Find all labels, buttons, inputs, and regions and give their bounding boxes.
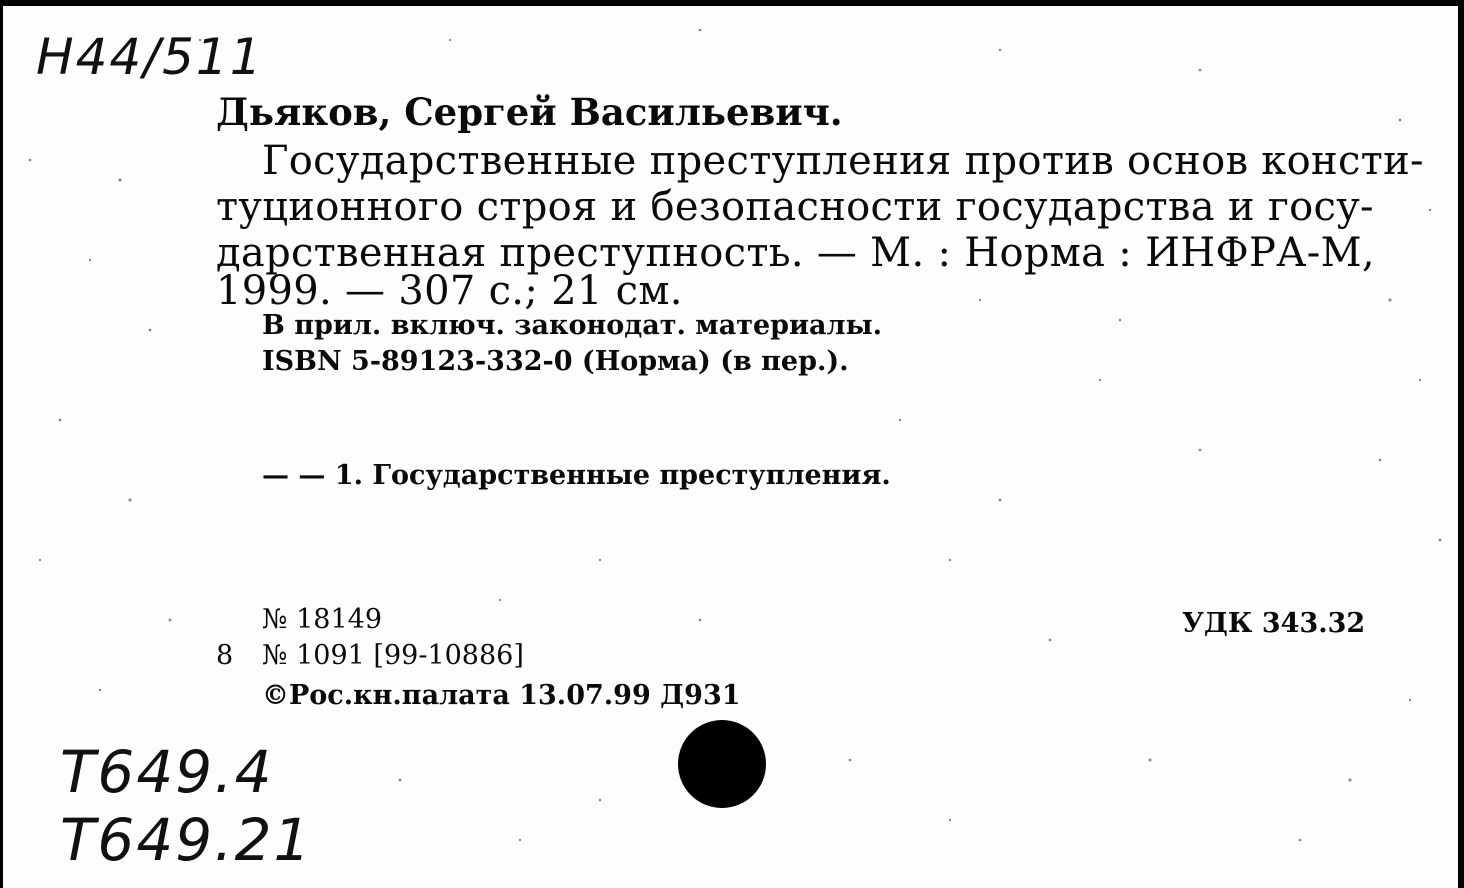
udk-code: УДК 343.32: [1182, 608, 1366, 639]
note-appendix: В прил. включ. законодат. материалы.: [262, 310, 883, 341]
card-edge-right: [1458, 0, 1464, 888]
registration-number-1: № 18149: [262, 604, 383, 635]
title-line-3: дарственная преступность. — М. : Норма : ИНФРА-М,: [216, 230, 1375, 276]
note-isbn: ISBN 5-89123-332-0 (Норма) (в пер.).: [262, 346, 849, 377]
card-edge-top: [0, 0, 1464, 6]
title-line-1: Государственные преступления против основ консти-: [262, 138, 1424, 184]
chamber-copyright-line: ©Рос.кн.палата 13.07.99 Д931: [262, 680, 741, 711]
registration-number-2: № 1091 [99-10886]: [262, 640, 524, 671]
handwritten-shelf-mark-2: Т649.21: [60, 806, 313, 874]
title-line-4: 1999. — 307 с.; 21 см.: [216, 268, 683, 314]
punch-hole: [678, 720, 766, 808]
registration-prefix: 8: [216, 640, 234, 671]
subject-heading: — — 1. Государственные преступления.: [262, 460, 891, 491]
handwritten-shelf-mark-1: Т649.4: [60, 738, 274, 806]
card-edge-left: [0, 0, 3, 888]
title-line-2: туционного строя и безопасности государства и госу-: [216, 184, 1374, 230]
handwritten-call-number: Н44/511: [36, 28, 264, 86]
author-heading: Дьяков, Сергей Васильевич.: [216, 90, 843, 134]
